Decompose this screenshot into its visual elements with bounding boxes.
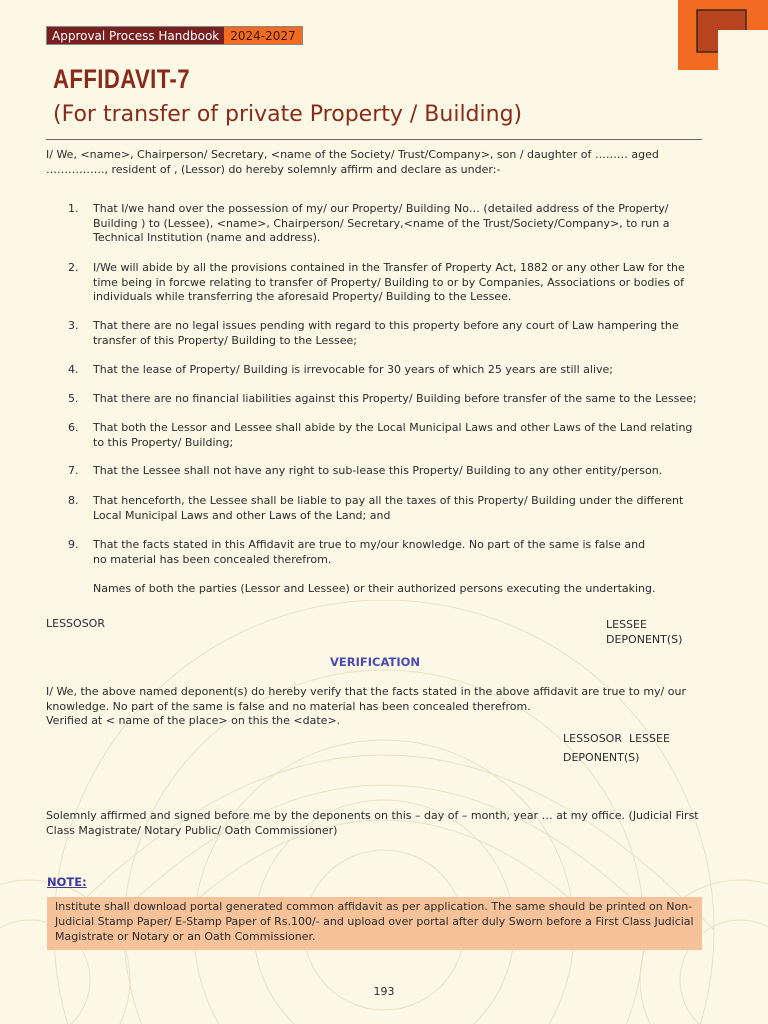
note-text: Institute shall download portal generated common affidavit as per application. The same should be printed on Non-Judicial Stamp Paper/ E-Stamp Paper of Rs.100/- and upload over portal after duly Sworn before a First Class Judicial Magistrate or Notary or an Oath Commissioner. <box>55 900 694 943</box>
title-divider <box>46 139 702 140</box>
clause-item <box>60 392 697 407</box>
parties-note: Names of both the parties (Lessor and Lessee) or their authorized persons executing the undertaking. <box>93 582 656 595</box>
clause-item <box>60 319 706 348</box>
page-number: 193 <box>373 985 395 998</box>
clause-text: That I/we hand over the possession of my/ our Property/ Building No… (detailed address of the Property/ Building ) to (Lessee), <name>, Chairperson/ Secretary,<name of the Trust/Society/Company>, to run a Technical Institution (name and address). <box>93 202 670 244</box>
handbook-title: Approval Process Handbook <box>47 27 224 44</box>
clause-text: That both the Lessor and Lessee shall abide by the Local Municipal Laws and other Laws of the Land relating to this Property/ Building; <box>93 421 693 449</box>
clause-number: 9. <box>68 538 79 551</box>
clause-item <box>60 464 662 479</box>
clause-number: 1. <box>68 202 79 215</box>
clause-item <box>60 494 706 523</box>
clause-text: That henceforth, the Lessee shall be liable to pay all the taxes of this Property/ Building under the different Local Municipal Laws and other Laws of the Land; and <box>93 494 684 522</box>
lessee-signature-block <box>606 617 682 647</box>
clause-text: That the facts stated in this Affidavit are true to my/our knowledge. No part of the same is false and no material has been concealed therefrom. <box>93 538 646 566</box>
clause-text: That the lease of Property/ Building is irrevocable for 30 years of which 25 years are still alive; <box>93 363 613 376</box>
lessee-label: LESSEE <box>606 618 647 631</box>
clause-text: I/We will abide by all the provisions contained in the Transfer of Property Act, 1882 or any other Law for the time being in forcwe relating to transfer of Property/ Building to or by Companies, Associations or bodies of individuals while transferring the aforesaid Property/ Building to the Lessee. <box>93 261 685 303</box>
verification-signature-block <box>563 729 670 767</box>
affidavit-intro: I/ We, <name>, Chairperson/ Secretary, <name of the Society/ Trust/Company>, son / daughter of ……… aged ……………., resident of , (Lessor) do hereby solemnly affirm and declare as under:- <box>46 148 659 176</box>
clause-item <box>60 421 706 450</box>
verification-deponents: DEPONENT(S) <box>563 751 640 764</box>
deponents-label: DEPONENT(S) <box>606 633 683 646</box>
clause-item <box>60 363 613 378</box>
page-subtitle: (For transfer of private Property / Building) <box>53 102 523 127</box>
clause-number: 3. <box>68 319 79 332</box>
clause-number: 8. <box>68 494 79 507</box>
clause-number: 4. <box>68 363 79 376</box>
clause-item <box>60 202 706 246</box>
note-label: NOTE: <box>47 875 87 889</box>
clause-number: 2. <box>68 261 79 274</box>
note-box <box>47 897 702 950</box>
clause-number: 7. <box>68 464 79 477</box>
verification-body <box>46 685 706 729</box>
verification-place-date: Verified at < name of the place> on this the <date>. <box>46 714 341 727</box>
lessosor-label: LESSOSOR <box>46 617 105 630</box>
handbook-years: 2024-2027 <box>224 27 301 44</box>
clause-item <box>60 538 660 567</box>
verification-parties: LESSOSOR LESSEE <box>563 732 670 745</box>
clause-text: That there are no financial liabilities against this Property/ Building before transfer of the same to the Lessee; <box>93 392 697 405</box>
clause-text: That there are no legal issues pending with regard to this property before any court of Law hampering the transfer of this Property/ Building to the Lessee; <box>93 319 679 347</box>
clause-number: 5. <box>68 392 79 405</box>
verification-heading: VERIFICATION <box>330 655 420 669</box>
page-title: AFFIDAVIT-7 <box>53 64 190 94</box>
clause-number: 6. <box>68 421 79 434</box>
solemn-affirmation: Solemnly affirmed and signed before me by the deponents on this – day of – month, year … at my office. (Judicial First Class Magistrate/ Notary Public/ Oath Commissioner) <box>46 809 699 837</box>
clause-item <box>60 261 706 305</box>
handbook-header <box>46 26 303 45</box>
corner-decoration-icon <box>678 0 768 70</box>
clause-text: That the Lessee shall not have any right to sub-lease this Property/ Building to any other entity/person. <box>93 464 663 477</box>
verification-statement: I/ We, the above named deponent(s) do hereby verify that the facts stated in the above affidavit are true to my/ our knowledge. No part of the same is false and no material has been concealed therefrom. <box>46 685 686 713</box>
